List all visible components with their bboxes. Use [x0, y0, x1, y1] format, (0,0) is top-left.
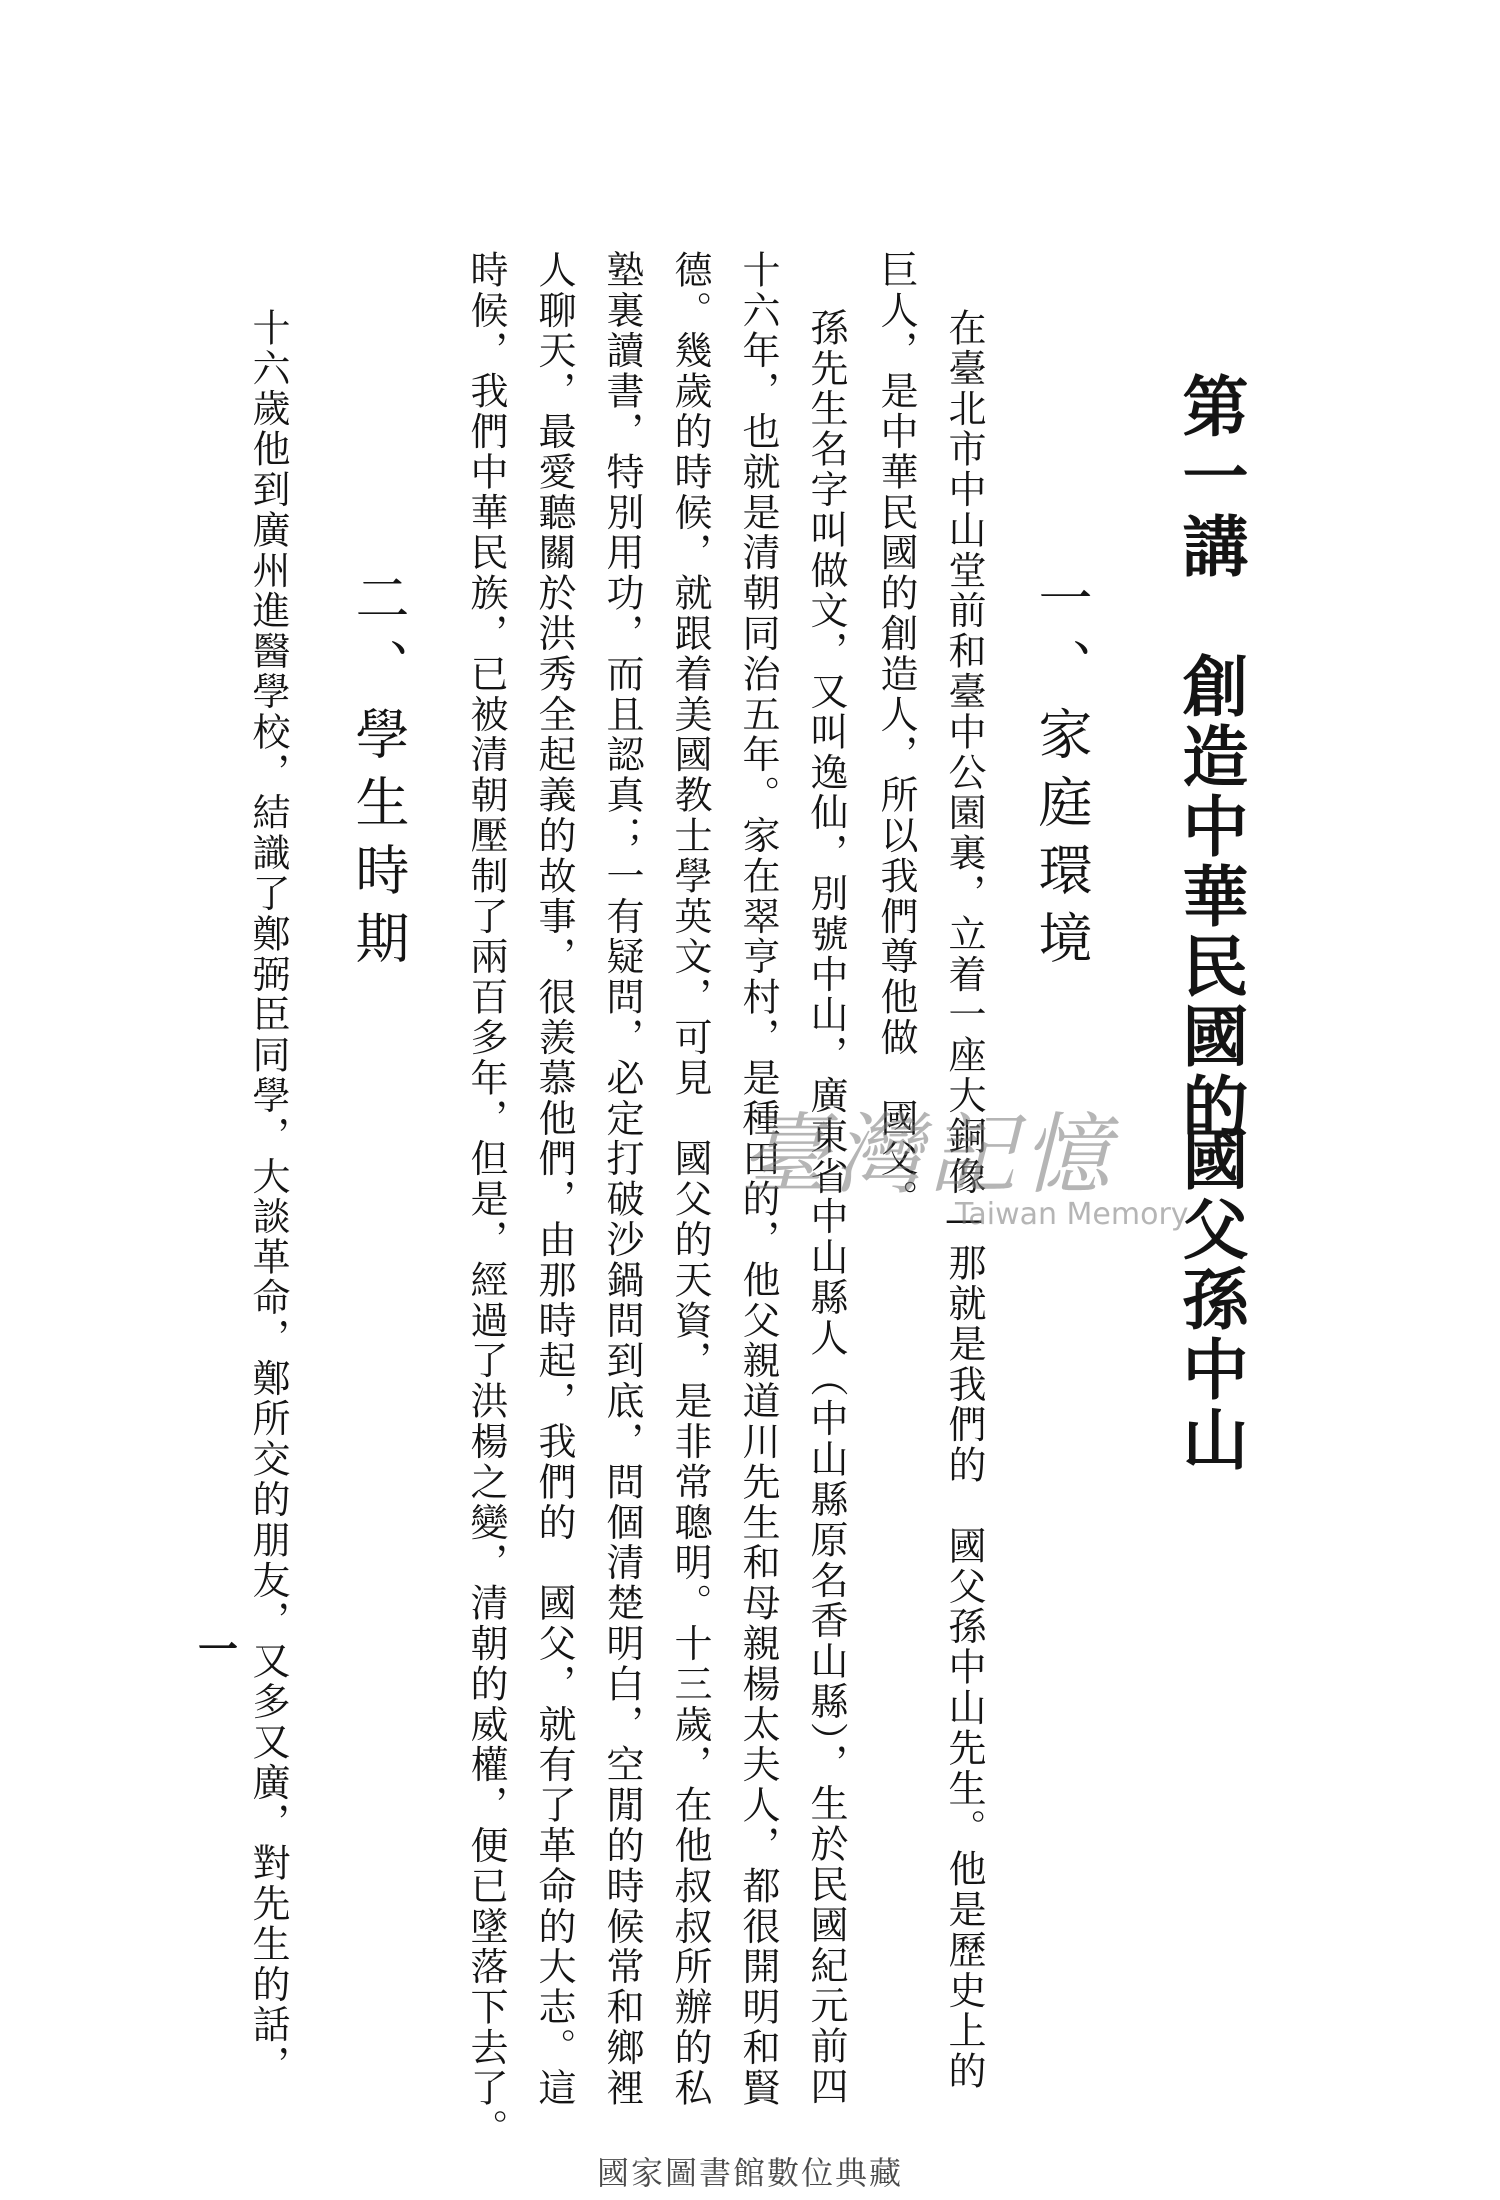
- body-line: 在臺北市中山堂前和臺中公園裏，立着一座大銅像—那就是我們的 國父孫中山先生。他是歷史上的: [942, 308, 986, 2092]
- body-line: 人聊天，最愛聽關於洪秀全起義的故事，很羨慕他們，由那時起，我們的 國父，就有了革命的大志。這: [532, 250, 576, 2109]
- section-heading-student: 二、學生時期: [347, 570, 410, 978]
- watermark-logo-subtext: Taiwan Memory: [955, 1197, 1189, 1232]
- body-line: 塾裏讀書，特別用功，而且認真；一有疑問，必定打破沙鍋問到底，問個清楚明白，空閒的時候常和鄉裡: [600, 250, 644, 2109]
- chapter-title: 第一講 創造中華民國的: [1171, 372, 1249, 1142]
- body-line: 孫先生名字叫做文，又叫逸仙，別號中山，廣東省中山縣人（中山縣原名香山縣），生於民國紀元前四: [804, 308, 848, 2107]
- body-line: 時候，我們中華民族，已被清朝壓制了兩百多年，但是，經過了洪楊之變，清朝的威權，便已墜落下去了。: [464, 250, 508, 2149]
- chapter-title-subject: 國父孫中山: [1171, 1125, 1249, 1475]
- section-heading-family: 一、家庭環境: [1030, 570, 1093, 978]
- body-line: 十六歲他到廣州進醫學校，結識了鄭弼臣同學，大談革命，鄭所交的朋友，又多又廣，對先生的話，: [246, 308, 290, 2086]
- page-number: 一: [198, 1627, 238, 1673]
- body-line: 十六年，也就是清朝同治五年。家在翠亨村，是種田的，他父親道川先生和母親楊太夫人，都很開明和賢: [736, 250, 780, 2109]
- body-line: 巨人，是中華民國的創造人，所以我們尊他做 國父。: [874, 250, 918, 1220]
- body-line: 德。幾歲的時候，就跟着美國教士學英文，可見 國父的天資，是非常聰明。十三歲，在他叔叔所辦的私: [668, 250, 712, 2109]
- watermark-logo-text: 臺灣記憶: [740, 1103, 1117, 1206]
- footer-collection-label: 國家圖書館數位典藏: [596, 2154, 903, 2192]
